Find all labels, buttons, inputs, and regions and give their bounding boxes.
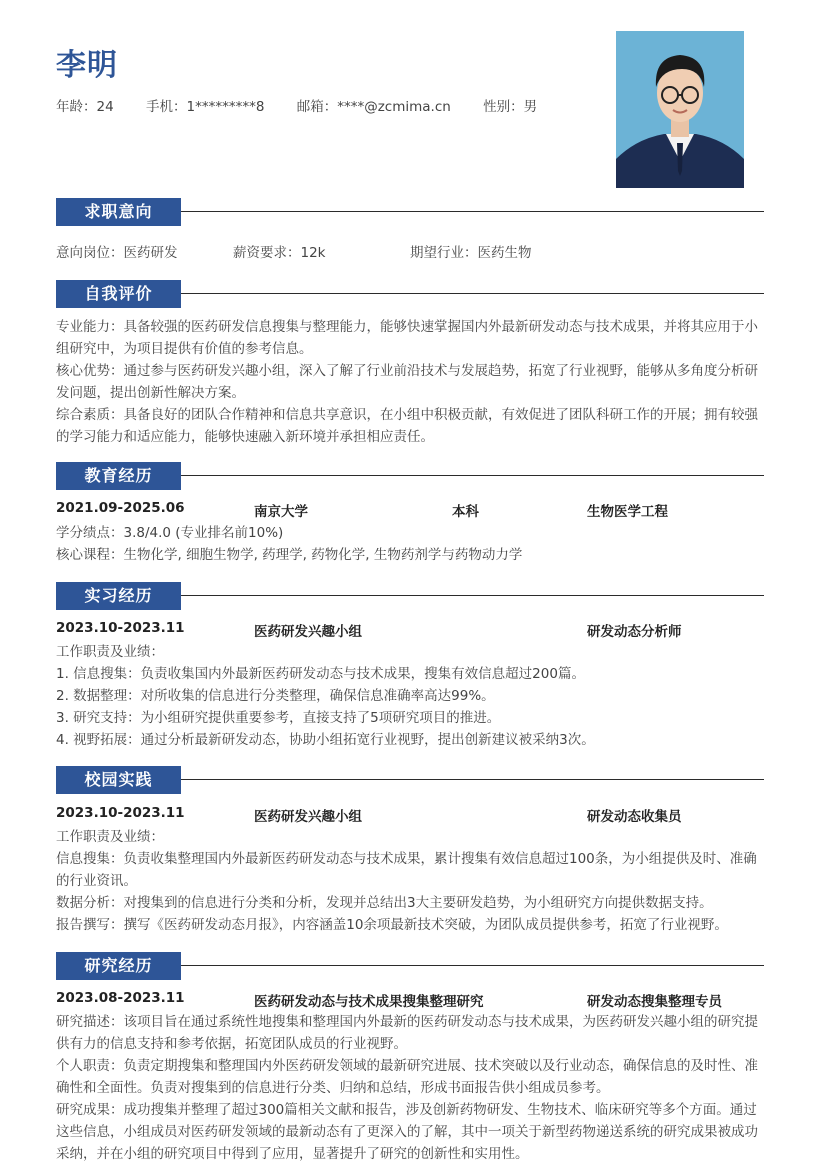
campus-line: 工作职责及业绩： bbox=[56, 829, 164, 845]
education-details bbox=[56, 522, 766, 566]
section-title: 教育经历 bbox=[56, 462, 181, 490]
campus-details bbox=[56, 826, 766, 936]
education-line: 核心课程：生物化学, 细胞生物学, 药理学, 药物化学, 生物药剂学与药物动力学 bbox=[56, 547, 523, 563]
research-details bbox=[56, 1011, 766, 1165]
campus-role: 研发动态收集员 bbox=[587, 809, 682, 825]
section-title: 求职意向 bbox=[56, 198, 181, 226]
section-title: 实习经历 bbox=[56, 582, 181, 610]
self-line: 核心优势：通过参与医药研发兴趣小组，深入了解了行业前沿技术与发展趋势，拓宽了行业视野，能够从多角度分析研发问题，提出创新性解决方案。 bbox=[56, 363, 758, 401]
intention-salary: 薪资要求：12k bbox=[233, 245, 326, 261]
section-divider bbox=[181, 293, 764, 294]
section-divider bbox=[181, 779, 764, 780]
internship-role: 研发动态分析师 bbox=[587, 624, 682, 640]
section-self-evaluation bbox=[56, 280, 764, 308]
campus-org: 医药研发兴趣小组 bbox=[254, 809, 362, 825]
research-line: 研究描述：该项目旨在通过系统性地搜集和整理国内外最新的医药研发动态与技术成果，为医药研发兴趣小组的研究提供有力的信息支持和参考依据，拓宽团队成员的行业视野。 bbox=[56, 1014, 758, 1052]
internship-line: 1. 信息搜集：负责收集国内外最新医药研发动态与技术成果，搜集有效信息超过200篇。 bbox=[56, 666, 585, 682]
research-line: 个人职责：负责定期搜集和整理国内外医药研发领域的最新研究进展、技术突破以及行业动态，确保信息的及时性、准确性和全面性。负责对搜集到的信息进行分类、归纳和总结，形成书面报告供小组成员参考。 bbox=[56, 1058, 758, 1096]
research-line: 研究成果：成功搜集并整理了超过300篇相关文献和报告，涉及创新药物研发、生物技术、临床研究等多个方面。通过这些信息，小组成员对医药研发领域的最新动态有了更深入的了解，其中一项关于新型药物递送系统的研究成果被成功采纳，并在小组的研究项目中得到了应用，显著提升了研究的创新性和实用性。 bbox=[56, 1102, 758, 1162]
section-divider bbox=[181, 475, 764, 476]
section-divider bbox=[181, 595, 764, 596]
campus-line: 数据分析：对搜集到的信息进行分类和分析，发现并总结出3大主要研发趋势，为小组研究方向提供数据支持。 bbox=[56, 895, 713, 911]
intention-position: 意向岗位：医药研发 bbox=[56, 245, 178, 261]
internship-line: 工作职责及业绩： bbox=[56, 644, 164, 660]
internship-org: 医药研发兴趣小组 bbox=[254, 624, 362, 640]
self-evaluation-text bbox=[56, 316, 766, 448]
internship-line: 2. 数据整理：对所收集的信息进行分类整理，确保信息准确率高达99%。 bbox=[56, 688, 495, 704]
internship-line: 4. 视野拓展：通过分析最新研发动态，协助小组拓宽行业视野，提出创新建议被采纳3次。 bbox=[56, 732, 595, 748]
self-line: 综合素质：具备良好的团队合作精神和信息共享意识，在小组中积极贡献，有效促进了团队科研工作的开展；拥有较强的学习能力和适应能力，能够快速融入新环境并承担相应责任。 bbox=[56, 407, 758, 445]
education-degree: 本科 bbox=[452, 504, 479, 520]
profile-photo bbox=[616, 31, 744, 188]
research-role: 研发动态搜集整理专员 bbox=[587, 994, 722, 1010]
research-date: 2023.08-2023.11 bbox=[56, 990, 185, 1006]
internship-details bbox=[56, 641, 766, 751]
gender-field: 性别：男 bbox=[483, 99, 538, 115]
campus-line: 报告撰写：撰写《医药研发动态月报》，内容涵盖10余项最新技术突破，为团队成员提供参考，拓宽了行业视野。 bbox=[56, 917, 728, 933]
phone-field: 手机：1*********8 bbox=[145, 99, 265, 115]
age-field: 年龄：24 bbox=[56, 99, 114, 115]
section-title: 校园实践 bbox=[56, 766, 181, 794]
intention-industry: 期望行业：医药生物 bbox=[410, 245, 532, 261]
section-title: 自我评价 bbox=[56, 280, 181, 308]
section-divider bbox=[181, 211, 764, 212]
section-campus bbox=[56, 766, 764, 794]
research-project: 医药研发动态与技术成果搜集整理研究 bbox=[254, 994, 484, 1010]
internship-line: 3. 研究支持：为小组研究提供重要参考，直接支持了5项研究项目的推进。 bbox=[56, 710, 501, 726]
email-field: 邮箱：****@zcmima.cn bbox=[296, 99, 451, 115]
section-internship bbox=[56, 582, 764, 610]
section-divider bbox=[181, 965, 764, 966]
section-education bbox=[56, 462, 764, 490]
internship-date: 2023.10-2023.11 bbox=[56, 620, 185, 636]
section-title: 研究经历 bbox=[56, 952, 181, 980]
basic-info bbox=[56, 95, 565, 115]
education-major: 生物医学工程 bbox=[587, 504, 668, 520]
section-intention bbox=[56, 198, 764, 226]
education-school: 南京大学 bbox=[254, 504, 308, 520]
self-line: 专业能力：具备较强的医药研发信息搜集与整理能力，能够快速掌握国内外最新研发动态与技术成果，并将其应用于小组研究中，为项目提供有价值的参考信息。 bbox=[56, 319, 758, 357]
education-line: 学分绩点：3.8/4.0 (专业排名前10%) bbox=[56, 525, 284, 541]
campus-line: 信息搜集：负责收集整理国内外最新医药研发动态与技术成果，累计搜集有效信息超过100条，为小组提供及时、准确的行业资讯。 bbox=[56, 851, 757, 889]
section-research bbox=[56, 952, 764, 980]
campus-date: 2023.10-2023.11 bbox=[56, 805, 185, 821]
education-date: 2021.09-2025.06 bbox=[56, 500, 185, 516]
candidate-name: 李明 bbox=[56, 48, 118, 83]
